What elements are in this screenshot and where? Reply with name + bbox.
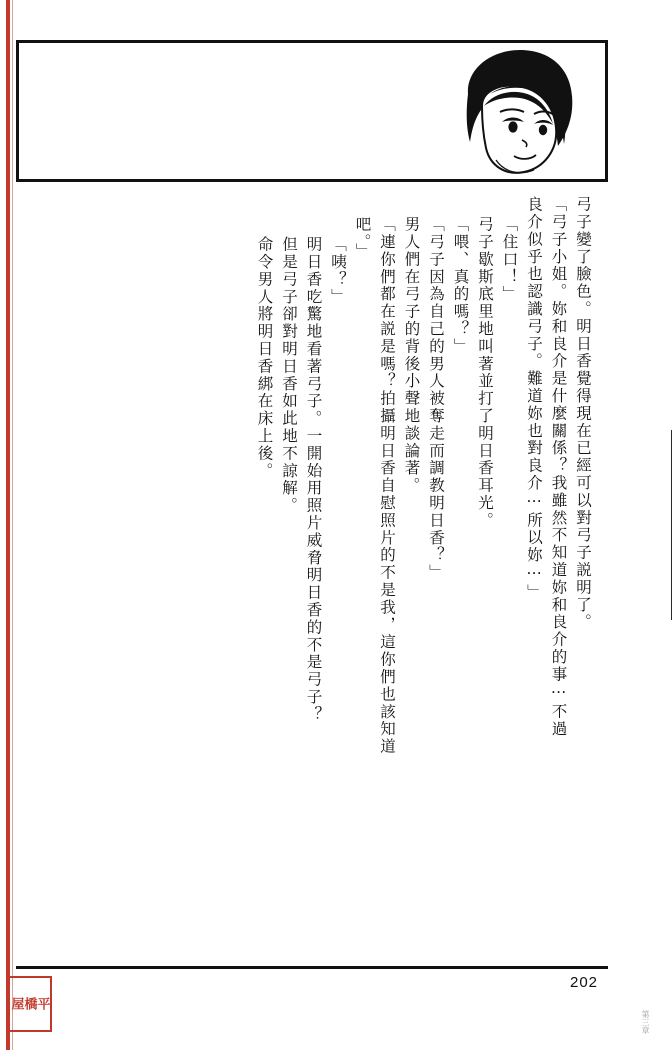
left-margin-thin-rule [12,0,13,1050]
text-line: 「連你們都在説是嗎？拍攝明日香自慰照片的不是我，這你們也該知道 [378,216,396,756]
seal-text-bottom: 屋 [8,997,24,1011]
text-line: 「喂、真的嗎？」 [451,216,470,356]
page-number: 202 [570,974,599,991]
text-line: 「弓子小姐。妳和良介是什麼關係？我雖然不知道妳和良介的事⋯不過 [549,196,568,738]
text-line: 「咦？」 [329,236,347,306]
text-line: 「住口！」 [500,216,519,303]
page-side-note: 第三章 [641,1010,650,1034]
publisher-seal [6,976,52,1032]
text-line: 弓子歇斯底里地叫著並打了明日香耳光。 [476,216,494,530]
comic-page [14,0,672,1050]
text-line: 明日香吃驚地看著弓子。一開始用照片威脅明日香的不是弓子？ [304,236,323,724]
text-line: 但是弓子卻對明日香如此地不諒解。 [280,236,298,515]
text-line: 男人們在弓子的背後小聲地談論著。 [402,216,421,495]
left-margin-rule [6,0,10,1050]
text-line: 良介似乎也認識弓子。難道妳也對良介⋯所以妳⋯」 [525,196,543,602]
girl-face-portrait-icon [446,48,586,178]
seal-text-left: 橋 [21,997,37,1011]
seal-text-right: 平 [34,997,50,1011]
text-line: 弓子變了臉色。明日香覺得現在已經可以對弓子説明了。 [574,196,592,631]
text-line: 「弓子因為自己的男人被奪走而調教明日香？」 [427,216,445,582]
text-line: 命令男人將明日香綁在床上後。 [255,236,274,480]
vertical-text-columns [247,196,590,936]
story-text-block [14,196,614,956]
text-line: 吧。」 [353,216,372,261]
bottom-rule [16,966,608,969]
